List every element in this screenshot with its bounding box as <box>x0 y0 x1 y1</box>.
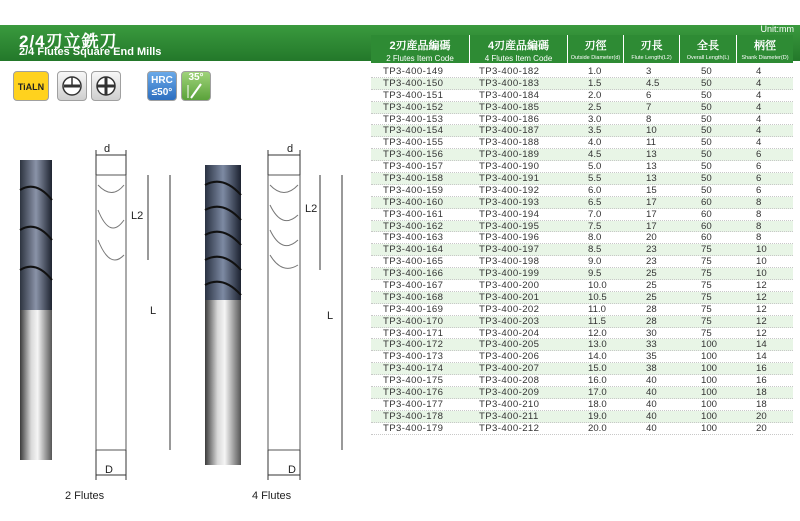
cell-overall-length: 75 <box>701 244 712 256</box>
hrc-badge <box>147 71 177 101</box>
cell-shank-diameter: 6 <box>756 184 762 196</box>
cell-2flute-code: TP3-400-153 <box>383 113 444 125</box>
cell-overall-length: 50 <box>701 137 712 149</box>
hrc-value: ≤50° <box>151 87 173 98</box>
cell-shank-diameter: 6 <box>756 149 762 161</box>
table-row <box>371 351 793 363</box>
table-row <box>371 149 793 161</box>
cell-2flute-code: TP3-400-173 <box>383 351 444 363</box>
cell-flute-length: 13 <box>646 149 657 161</box>
hrc-label: HRC <box>151 75 173 86</box>
cell-shank-diameter: 12 <box>756 280 767 292</box>
cell-2flute-code: TP3-400-166 <box>383 268 444 280</box>
col-label-en: Flute Length(L2) <box>631 55 672 61</box>
cell-flute-length: 10 <box>646 125 657 137</box>
helix-angle-value: 35° <box>188 72 204 83</box>
col-label: 2刃産品編碼 <box>389 40 451 52</box>
table-row <box>371 256 793 268</box>
cell-flute-length: 35 <box>646 351 657 363</box>
col-label-en: 2 Flutes Item Code <box>386 54 454 63</box>
cell-outside-diameter: 9.5 <box>588 268 602 280</box>
table-row <box>371 268 793 280</box>
cell-2flute-code: TP3-400-167 <box>383 280 444 292</box>
cell-2flute-code: TP3-400-177 <box>383 398 444 410</box>
caption-two-flutes: 2 Flutes <box>65 490 105 502</box>
col-4flute-code <box>469 35 567 63</box>
cell-outside-diameter: 5.5 <box>588 173 602 185</box>
table-row <box>371 316 793 328</box>
col-shank-diameter <box>736 35 793 63</box>
table-row <box>371 375 793 387</box>
col-label: 刃徑 <box>584 40 607 52</box>
cell-overall-length: 100 <box>701 398 718 410</box>
cell-2flute-code: TP3-400-160 <box>383 196 444 208</box>
cell-outside-diameter: 6.5 <box>588 196 602 208</box>
cell-outside-diameter: 9.0 <box>588 256 602 268</box>
col-label: 全長 <box>697 40 719 52</box>
cell-outside-diameter: 6.0 <box>588 184 602 196</box>
cell-2flute-code: TP3-400-175 <box>383 375 444 387</box>
table-row <box>371 102 793 114</box>
cell-4flute-code: TP3-400-184 <box>479 89 540 101</box>
cell-4flute-code: TP3-400-189 <box>479 149 540 161</box>
table-row <box>371 423 793 435</box>
cell-outside-diameter: 5.0 <box>588 161 602 173</box>
cell-overall-length: 75 <box>701 268 712 280</box>
cell-4flute-code: TP3-400-211 <box>479 410 539 422</box>
cell-flute-length: 40 <box>646 398 657 410</box>
cell-shank-diameter: 16 <box>756 363 767 375</box>
cell-2flute-code: TP3-400-171 <box>383 327 444 339</box>
cell-shank-diameter: 12 <box>756 303 767 315</box>
cell-4flute-code: TP3-400-186 <box>479 113 540 125</box>
table-row <box>371 244 793 256</box>
table-row <box>371 173 793 185</box>
cell-flute-length: 8 <box>646 113 652 125</box>
cell-shank-diameter: 16 <box>756 375 767 387</box>
cell-2flute-code: TP3-400-176 <box>383 387 444 399</box>
cell-overall-length: 50 <box>701 113 712 125</box>
cell-outside-diameter: 8.5 <box>588 244 602 256</box>
table-row <box>371 328 793 340</box>
dim-l2-4: L2 <box>305 203 318 215</box>
cell-4flute-code: TP3-400-200 <box>479 280 540 292</box>
cell-overall-length: 50 <box>701 66 712 77</box>
cell-shank-diameter: 12 <box>756 291 767 303</box>
table-row <box>371 387 793 399</box>
cell-flute-length: 25 <box>646 291 657 303</box>
cell-flute-length: 40 <box>646 410 657 422</box>
cell-4flute-code: TP3-400-199 <box>479 268 540 280</box>
cell-flute-length: 28 <box>646 303 657 315</box>
cell-shank-diameter: 14 <box>756 339 767 351</box>
cell-4flute-code: TP3-400-192 <box>479 184 540 196</box>
cell-shank-diameter: 4 <box>756 113 762 125</box>
cell-4flute-code: TP3-400-196 <box>479 232 540 244</box>
col-label-en: 4 Flutes Item Code <box>484 54 553 63</box>
cell-overall-length: 50 <box>701 101 712 113</box>
spec-table-body <box>371 66 793 435</box>
cell-4flute-code: TP3-400-208 <box>479 375 540 387</box>
cell-4flute-code: TP3-400-204 <box>479 327 540 339</box>
cell-flute-length: 17 <box>646 196 657 208</box>
table-row <box>371 125 793 137</box>
cell-flute-length: 25 <box>646 268 657 280</box>
cell-overall-length: 100 <box>701 339 718 351</box>
cell-outside-diameter: 1.0 <box>588 66 602 77</box>
cell-overall-length: 100 <box>701 410 718 422</box>
cell-outside-diameter: 17.0 <box>588 387 607 399</box>
table-row <box>371 221 793 233</box>
cell-2flute-code: TP3-400-151 <box>383 89 444 101</box>
table-row <box>371 292 793 304</box>
cell-4flute-code: TP3-400-203 <box>479 315 540 327</box>
cell-4flute-code: TP3-400-195 <box>479 220 540 232</box>
table-row <box>371 78 793 90</box>
cell-flute-length: 6 <box>646 89 652 101</box>
col-label-en: Outside Diameter(d) <box>570 55 621 61</box>
cell-flute-length: 25 <box>646 280 657 292</box>
cell-4flute-code: TP3-400-187 <box>479 125 540 137</box>
cell-flute-length: 33 <box>646 339 657 351</box>
cell-overall-length: 60 <box>701 196 712 208</box>
cell-flute-length: 4.5 <box>646 77 660 89</box>
cell-overall-length: 75 <box>701 303 712 315</box>
cell-outside-diameter: 13.0 <box>588 339 607 351</box>
cell-4flute-code: TP3-400-212 <box>479 422 540 434</box>
col-label: 刃長 <box>640 40 663 52</box>
cell-flute-length: 23 <box>646 244 657 256</box>
table-row <box>371 90 793 102</box>
cell-4flute-code: TP3-400-188 <box>479 137 540 149</box>
cell-2flute-code: TP3-400-155 <box>383 137 444 149</box>
cell-4flute-code: TP3-400-207 <box>479 363 540 375</box>
cell-shank-diameter: 20 <box>756 410 767 422</box>
cell-shank-diameter: 12 <box>756 315 767 327</box>
cell-outside-diameter: 20.0 <box>588 422 607 434</box>
cell-flute-length: 40 <box>646 422 657 434</box>
cell-flute-length: 13 <box>646 161 657 173</box>
dim-d-4: d <box>287 143 294 155</box>
cell-outside-diameter: 1.5 <box>588 77 602 89</box>
cell-4flute-code: TP3-400-210 <box>479 398 540 410</box>
cell-2flute-code: TP3-400-154 <box>383 125 444 137</box>
cell-shank-diameter: 6 <box>756 173 762 185</box>
cell-2flute-code: TP3-400-165 <box>383 256 444 268</box>
cell-outside-diameter: 19.0 <box>588 410 607 422</box>
cell-4flute-code: TP3-400-182 <box>479 66 540 77</box>
cell-overall-length: 50 <box>701 89 712 101</box>
cell-overall-length: 60 <box>701 220 712 232</box>
cell-2flute-code: TP3-400-174 <box>383 363 444 375</box>
cell-2flute-code: TP3-400-161 <box>383 208 444 220</box>
cell-overall-length: 75 <box>701 315 712 327</box>
cell-flute-length: 13 <box>646 173 657 185</box>
cell-flute-length: 28 <box>646 315 657 327</box>
flat-end-icon <box>57 71 87 101</box>
cell-4flute-code: TP3-400-205 <box>479 339 540 351</box>
cell-flute-length: 20 <box>646 232 657 244</box>
cell-4flute-code: TP3-400-197 <box>479 244 540 256</box>
cell-shank-diameter: 14 <box>756 351 767 363</box>
col-label: 4刃産品編碼 <box>487 40 550 52</box>
cell-shank-diameter: 6 <box>756 161 762 173</box>
cell-flute-length: 23 <box>646 256 657 268</box>
cell-2flute-code: TP3-400-162 <box>383 220 444 232</box>
dim-l-2: L <box>150 305 157 317</box>
cell-overall-length: 75 <box>701 280 712 292</box>
cell-outside-diameter: 8.0 <box>588 232 602 244</box>
dim-l-4: L <box>327 310 334 322</box>
cell-overall-length: 60 <box>701 232 712 244</box>
outline-body <box>268 175 300 450</box>
cell-shank-diameter: 4 <box>756 101 762 113</box>
cell-2flute-code: TP3-400-150 <box>383 77 444 89</box>
cell-4flute-code: TP3-400-183 <box>479 77 540 89</box>
cell-overall-length: 60 <box>701 208 712 220</box>
cell-outside-diameter: 4.0 <box>588 137 602 149</box>
cell-outside-diameter: 18.0 <box>588 398 607 410</box>
cell-4flute-code: TP3-400-198 <box>479 256 540 268</box>
cell-outside-diameter: 7.0 <box>588 208 602 220</box>
cell-shank-diameter: 4 <box>756 77 762 89</box>
col-flute-length <box>623 35 679 63</box>
cell-outside-diameter: 3.5 <box>588 125 602 137</box>
table-row <box>371 280 793 292</box>
cell-shank-diameter: 18 <box>756 387 767 399</box>
cell-shank-diameter: 4 <box>756 137 762 149</box>
cell-4flute-code: TP3-400-190 <box>479 161 540 173</box>
cell-2flute-code: TP3-400-157 <box>383 161 444 173</box>
helix-angle-badge <box>181 71 211 101</box>
cell-shank-diameter: 8 <box>756 208 762 220</box>
cell-overall-length: 100 <box>701 351 718 363</box>
col-label-en: Overall Length(L) <box>686 55 730 61</box>
cell-outside-diameter: 3.0 <box>588 113 602 125</box>
page-title: 2/4刃立銑刀 <box>19 32 118 51</box>
cell-outside-diameter: 2.5 <box>588 101 602 113</box>
cell-shank-diameter: 10 <box>756 256 767 268</box>
cell-outside-diameter: 11.0 <box>588 303 606 315</box>
cell-4flute-code: TP3-400-209 <box>479 387 540 399</box>
cell-overall-length: 50 <box>701 149 712 161</box>
cell-shank-diameter: 8 <box>756 232 762 244</box>
table-row <box>371 137 793 149</box>
cell-outside-diameter: 10.5 <box>588 291 607 303</box>
cell-4flute-code: TP3-400-191 <box>479 173 540 185</box>
cell-2flute-code: TP3-400-168 <box>383 291 444 303</box>
cell-shank-diameter: 8 <box>756 196 762 208</box>
cell-overall-length: 50 <box>701 77 712 89</box>
cell-2flute-code: TP3-400-159 <box>383 184 444 196</box>
unit-label: Unit:mm <box>760 24 794 34</box>
cell-2flute-code: TP3-400-163 <box>383 232 444 244</box>
cell-flute-length: 3 <box>646 66 652 77</box>
table-row <box>371 363 793 375</box>
dim-D-2: D <box>105 464 113 476</box>
table-row <box>371 185 793 197</box>
cell-outside-diameter: 15.0 <box>588 363 607 375</box>
cell-2flute-code: TP3-400-179 <box>383 422 444 434</box>
two-flute-drawing <box>0 130 190 500</box>
cell-4flute-code: TP3-400-185 <box>479 101 540 113</box>
cell-flute-length: 38 <box>646 363 657 375</box>
cell-flute-length: 17 <box>646 220 657 232</box>
cell-2flute-code: TP3-400-152 <box>383 101 444 113</box>
cell-flute-length: 40 <box>646 387 657 399</box>
cell-shank-diameter: 8 <box>756 220 762 232</box>
cell-outside-diameter: 4.5 <box>588 149 602 161</box>
cell-shank-diameter: 4 <box>756 125 762 137</box>
cell-4flute-code: TP3-400-201 <box>479 291 540 303</box>
table-row <box>371 197 793 209</box>
cell-overall-length: 50 <box>701 173 712 185</box>
cell-outside-diameter: 7.5 <box>588 220 602 232</box>
cell-flute-length: 17 <box>646 208 657 220</box>
cell-shank-diameter: 12 <box>756 327 767 339</box>
cell-overall-length: 100 <box>701 363 718 375</box>
cell-flute-length: 15 <box>646 184 657 196</box>
col-outside-diameter <box>567 35 623 63</box>
col-label: 柄徑 <box>754 40 776 52</box>
cell-2flute-code: TP3-400-178 <box>383 410 444 422</box>
cell-shank-diameter: 4 <box>756 89 762 101</box>
cell-4flute-code: TP3-400-194 <box>479 208 540 220</box>
table-row <box>371 66 793 78</box>
dim-l2-2: L2 <box>131 210 144 222</box>
table-row <box>371 232 793 244</box>
cell-overall-length: 75 <box>701 327 712 339</box>
col-label-en: Shank Diameter(D) <box>741 55 789 61</box>
cell-4flute-code: TP3-400-206 <box>479 351 540 363</box>
coating-badge: TiALN <box>13 71 49 101</box>
cell-2flute-code: TP3-400-170 <box>383 315 444 327</box>
table-row <box>371 161 793 173</box>
cell-shank-diameter: 10 <box>756 244 767 256</box>
cell-4flute-code: TP3-400-193 <box>479 196 540 208</box>
four-flute-drawing <box>190 130 360 500</box>
cell-outside-diameter: 12.0 <box>588 327 607 339</box>
cell-2flute-code: TP3-400-149 <box>383 66 444 77</box>
caption-four-flutes: 4 Flutes <box>252 490 292 502</box>
col-2flute-code <box>371 35 469 63</box>
cell-outside-diameter: 10.0 <box>588 280 607 292</box>
cell-2flute-code: TP3-400-172 <box>383 339 444 351</box>
cell-shank-diameter: 4 <box>756 66 762 77</box>
cell-flute-length: 40 <box>646 375 657 387</box>
table-row <box>371 114 793 126</box>
cell-flute-length: 30 <box>646 327 657 339</box>
row-divider <box>371 434 793 435</box>
cell-outside-diameter: 14.0 <box>588 351 607 363</box>
cell-outside-diameter: 2.0 <box>588 89 602 101</box>
cell-outside-diameter: 11.5 <box>588 315 606 327</box>
cell-flute-length: 7 <box>646 101 652 113</box>
cell-2flute-code: TP3-400-164 <box>383 244 444 256</box>
col-overall-length <box>679 35 736 63</box>
table-row <box>371 411 793 423</box>
cell-2flute-code: TP3-400-158 <box>383 173 444 185</box>
cell-shank-diameter: 20 <box>756 422 767 434</box>
cell-overall-length: 100 <box>701 387 718 399</box>
four-flute-icon <box>91 71 121 101</box>
cell-overall-length: 50 <box>701 184 712 196</box>
dim-d-2: d <box>104 143 111 155</box>
cell-overall-length: 100 <box>701 375 718 387</box>
dim-D-4: D <box>288 464 296 476</box>
cell-overall-length: 75 <box>701 256 712 268</box>
cell-shank-diameter: 10 <box>756 268 767 280</box>
cell-overall-length: 75 <box>701 291 712 303</box>
cell-overall-length: 50 <box>701 161 712 173</box>
table-row <box>371 399 793 411</box>
page-subtitle: 2/4 Flutes Square End Mills <box>19 46 162 58</box>
cell-flute-length: 11 <box>646 137 656 149</box>
cell-4flute-code: TP3-400-202 <box>479 303 540 315</box>
cell-outside-diameter: 16.0 <box>588 375 607 387</box>
table-row <box>371 209 793 221</box>
cell-overall-length: 100 <box>701 422 718 434</box>
table-row <box>371 339 793 351</box>
table-row <box>371 304 793 316</box>
cell-2flute-code: TP3-400-156 <box>383 149 444 161</box>
cell-2flute-code: TP3-400-169 <box>383 303 444 315</box>
table-header <box>371 35 793 63</box>
cell-overall-length: 50 <box>701 125 712 137</box>
cell-shank-diameter: 18 <box>756 398 767 410</box>
